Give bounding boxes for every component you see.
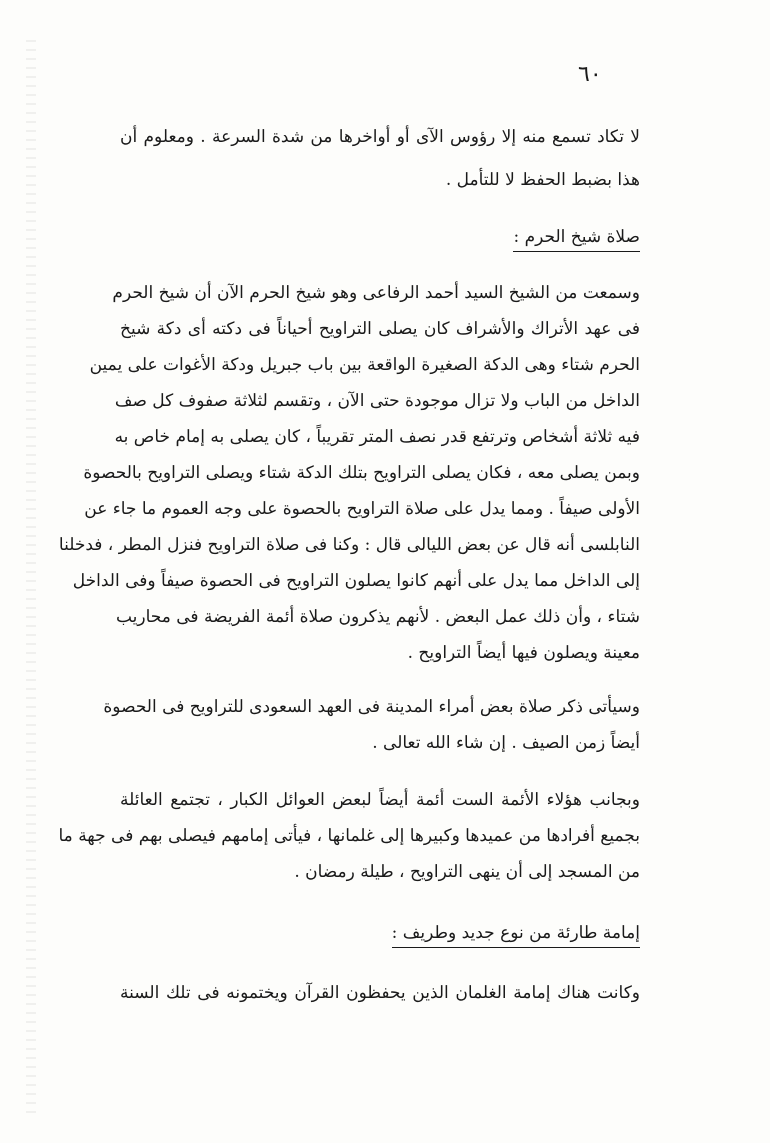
paragraph-line: وسيأتى ذكر صلاة بعض أمراء المدينة فى العهد السعودى للتراويح فى الحصوة: [103, 697, 640, 717]
paragraph-line: وسمعت من الشيخ السيد أحمد الرفاعى وهو شيخ الحرم الآن أن شيخ الحرم: [112, 283, 640, 303]
paragraph-line: فيه ثلاثة أشخاص وترتفع قدر نصف المتر تقريباً ، كان يصلى به إمام خاص به: [114, 427, 640, 447]
paragraph-line: وبمن يصلى معه ، فكان يصلى التراويح بتلك الدكة شتاء ويصلى التراويح بالحصوة: [83, 463, 640, 483]
paragraph-line: الداخل من الباب ولا تزال موجودة حتى الآن ، وتقسم لثلاثة صفوف كل صف: [114, 391, 640, 411]
paragraph-line: وكانت هناك إمامة الغلمان الذين يحفظون القرآن ويختمونه فى تلك السنة: [120, 983, 640, 1003]
intro-line-2: هذا بضبط الحفظ لا للتأمل .: [445, 170, 640, 190]
paragraph-line: من المسجد إلى أن ينهى التراويح ، طيلة رمضان .: [294, 862, 640, 882]
section-heading-new-imamate: إمامة طارئة من نوع جديد وطريف :: [392, 923, 640, 948]
section-heading-sheikh-prayer: صلاة شيخ الحرم :: [513, 227, 640, 252]
intro-line-1: لا تكاد تسمع منه إلا رؤوس الآى أو أواخرها من شدة السرعة . ومعلوم أن: [120, 127, 640, 147]
paragraph-line: النابلسى أنه قال عن بعض الليالى قال : وكنا فى صلاة التراويح فنزل المطر ، فدخلنا: [58, 535, 640, 555]
paragraph-line: وبجانب هؤلاء الأئمة الست أئمة أيضاً لبعض العوائل الكبار ، تجتمع العائلة: [120, 790, 640, 810]
paragraph-line: الأولى صيفاً . ومما يدل على صلاة التراويح بالحصوة على وجه العموم ما جاء عن: [84, 499, 640, 519]
page-edge-shadow: [26, 40, 36, 1120]
paragraph-line: بجميع أفرادها من عميدها وكبيرها إلى غلمانها ، فيأتى إمامهم فيصلى بهم فى جهة ما: [58, 826, 640, 846]
page-number: ٦٠: [578, 62, 602, 87]
paragraph-line: شتاء ، وأن ذلك عمل البعض . لأنهم يذكرون صلاة أئمة الفريضة فى محاريب: [115, 607, 640, 627]
paragraph-line: أيضاً زمن الصيف . إن شاء الله تعالى .: [372, 733, 640, 753]
paragraph-line: معينة ويصلون فيها أيضاً التراويح .: [407, 643, 640, 663]
paragraph-line: إلى الداخل مما يدل على أنهم كانوا يصلون التراويح فى الحصوة صيفاً وفى الداخل: [72, 571, 640, 591]
paragraph-line: الحرم شتاء وهى الدكة الصغيرة الواقعة بين باب جبريل ودكة الأغوات على يمين: [89, 355, 640, 375]
paragraph-line: فى عهد الأتراك والأشراف كان يصلى التراويح أحياناً فى دكته أى دكة شيخ: [120, 319, 640, 339]
